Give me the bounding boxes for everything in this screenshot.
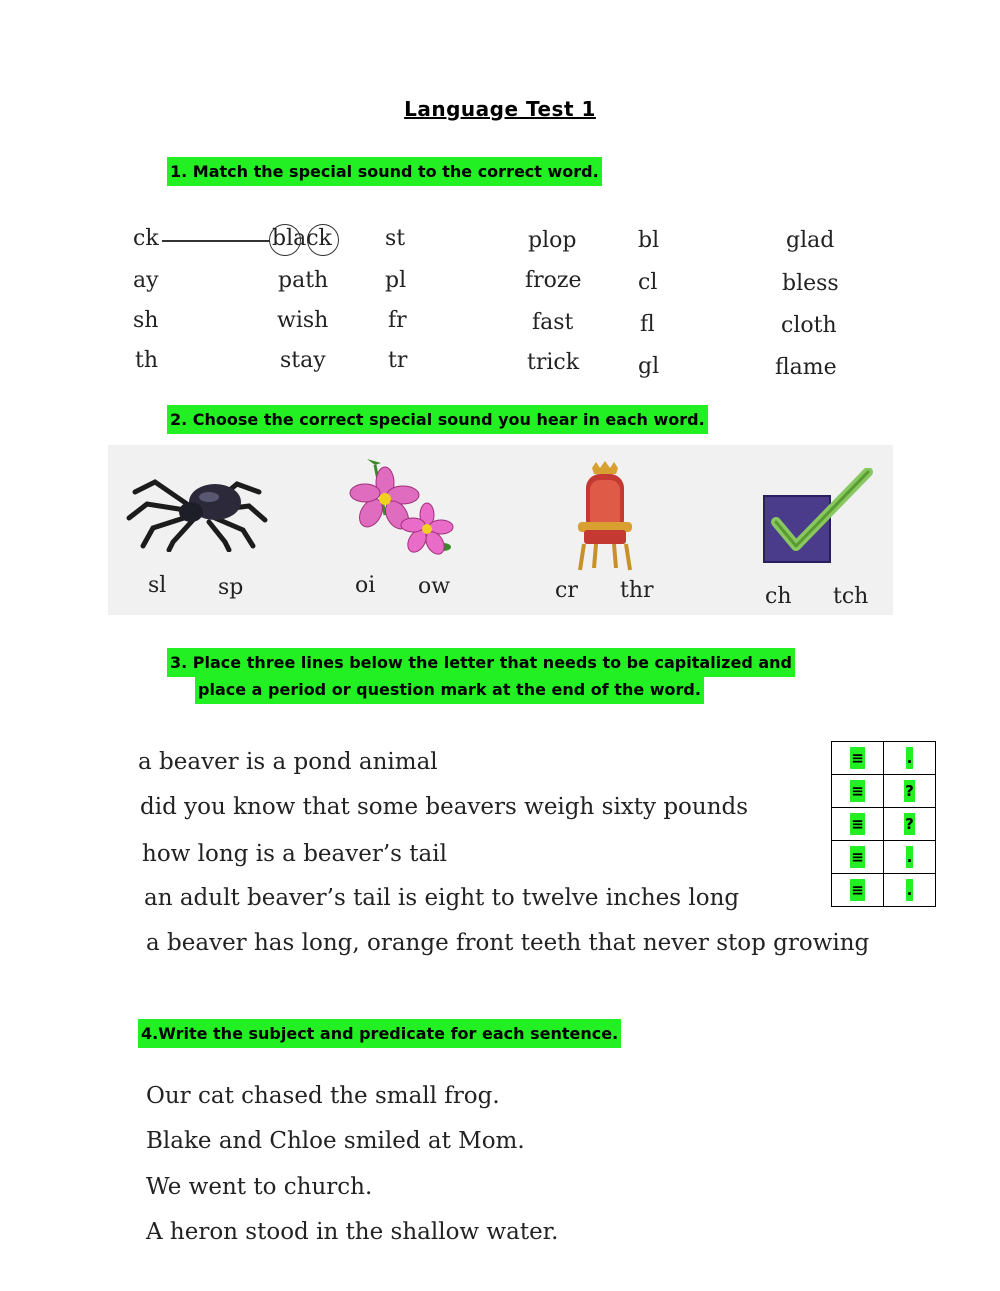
- q3-instruction-line2: place a period or question mark at the end of the word.: [195, 675, 704, 704]
- q1-match-area: [0, 0, 1000, 400]
- word-item: fast: [532, 310, 574, 335]
- sound-item: fr: [388, 308, 407, 333]
- word-item: bless: [782, 271, 839, 296]
- punctuation-cell[interactable]: [884, 874, 936, 907]
- sound-item: th: [135, 348, 159, 373]
- capital-cell[interactable]: [832, 775, 884, 808]
- flower-icon: [345, 455, 455, 565]
- answer-row: [832, 775, 936, 808]
- capital-mark: ≡: [851, 881, 864, 899]
- sound-item: bl: [638, 228, 660, 253]
- word-item: path: [278, 268, 329, 293]
- q3-sentence: how long is a beaver’s tail: [142, 841, 447, 867]
- capital-cell[interactable]: [832, 808, 884, 841]
- capital-mark: ≡: [851, 848, 864, 866]
- q4-sentence: A heron stood in the shallow water.: [146, 1219, 559, 1245]
- sound-item: gl: [638, 354, 660, 379]
- throne-icon: [570, 460, 640, 575]
- answer-row: [832, 841, 936, 874]
- capital-mark: ≡: [851, 782, 864, 800]
- q3-sentence: did you know that some beavers weigh sixty pounds: [140, 794, 749, 820]
- word-item: wish: [277, 308, 329, 333]
- word-item: cloth: [781, 313, 837, 338]
- q3-sentence: an adult beaver’s tail is eight to twelve inches long: [144, 885, 740, 911]
- answer-row: [832, 808, 936, 841]
- q4-sentence: Blake and Chloe smiled at Mom.: [146, 1128, 525, 1154]
- punctuation-mark: .: [906, 881, 913, 899]
- option-ch: ch: [765, 584, 792, 609]
- punctuation-cell[interactable]: [884, 775, 936, 808]
- word-item: black: [272, 226, 332, 251]
- q4-sentence: Our cat chased the small frog.: [146, 1083, 500, 1109]
- q2-instruction: 2. Choose the correct special sound you hear in each word.: [167, 405, 708, 434]
- punctuation-mark: .: [906, 749, 913, 767]
- punctuation-cell[interactable]: [884, 742, 936, 775]
- word-item: plop: [528, 228, 577, 253]
- checkmark-icon: [760, 468, 880, 568]
- sound-item: cl: [638, 270, 658, 295]
- sound-item: sh: [133, 308, 159, 333]
- option-sp: sp: [218, 575, 244, 600]
- word-item: stay: [280, 348, 326, 373]
- option-cr: cr: [555, 578, 578, 603]
- q1-instruction: 1. Match the special sound to the correct word.: [167, 157, 602, 186]
- option-ow: ow: [418, 574, 451, 599]
- capital-cell[interactable]: [832, 841, 884, 874]
- sound-item: pl: [385, 268, 407, 293]
- word-item: froze: [525, 268, 582, 293]
- capital-mark: ≡: [851, 815, 864, 833]
- spider-icon: [125, 462, 270, 552]
- sound-item: fl: [640, 312, 655, 337]
- capital-cell[interactable]: [832, 874, 884, 907]
- q3-answer-table: [831, 741, 936, 907]
- punctuation-cell[interactable]: [884, 841, 936, 874]
- match-line: [162, 240, 270, 242]
- punctuation-mark: ?: [905, 815, 914, 833]
- word-item: glad: [786, 228, 835, 253]
- option-tch: tch: [833, 584, 869, 609]
- capital-mark: ≡: [851, 749, 864, 767]
- option-sl: sl: [148, 573, 167, 598]
- option-oi: oi: [355, 573, 376, 598]
- punctuation-mark: ?: [905, 782, 914, 800]
- sound-item: ay: [133, 268, 159, 293]
- punctuation-cell[interactable]: [884, 808, 936, 841]
- word-item: trick: [527, 350, 580, 375]
- option-thr: thr: [620, 578, 654, 603]
- answer-row: [832, 874, 936, 907]
- sound-item: ck: [133, 226, 159, 251]
- q3-instruction-line1: 3. Place three lines below the letter that needs to be capitalized and: [167, 648, 795, 677]
- q3-sentence: a beaver has long, orange front teeth that never stop growing: [146, 930, 870, 956]
- q4-sentence: We went to church.: [146, 1174, 373, 1200]
- q4-instruction: 4.Write the subject and predicate for each sentence.: [138, 1019, 621, 1048]
- q3-sentence: a beaver is a pond animal: [138, 749, 438, 775]
- answer-row: [832, 742, 936, 775]
- capital-cell[interactable]: [832, 742, 884, 775]
- sound-item: st: [385, 226, 406, 251]
- punctuation-mark: .: [906, 848, 913, 866]
- page-title: Language Test 1: [404, 97, 596, 121]
- sound-item: tr: [388, 348, 408, 373]
- word-item: flame: [775, 355, 837, 380]
